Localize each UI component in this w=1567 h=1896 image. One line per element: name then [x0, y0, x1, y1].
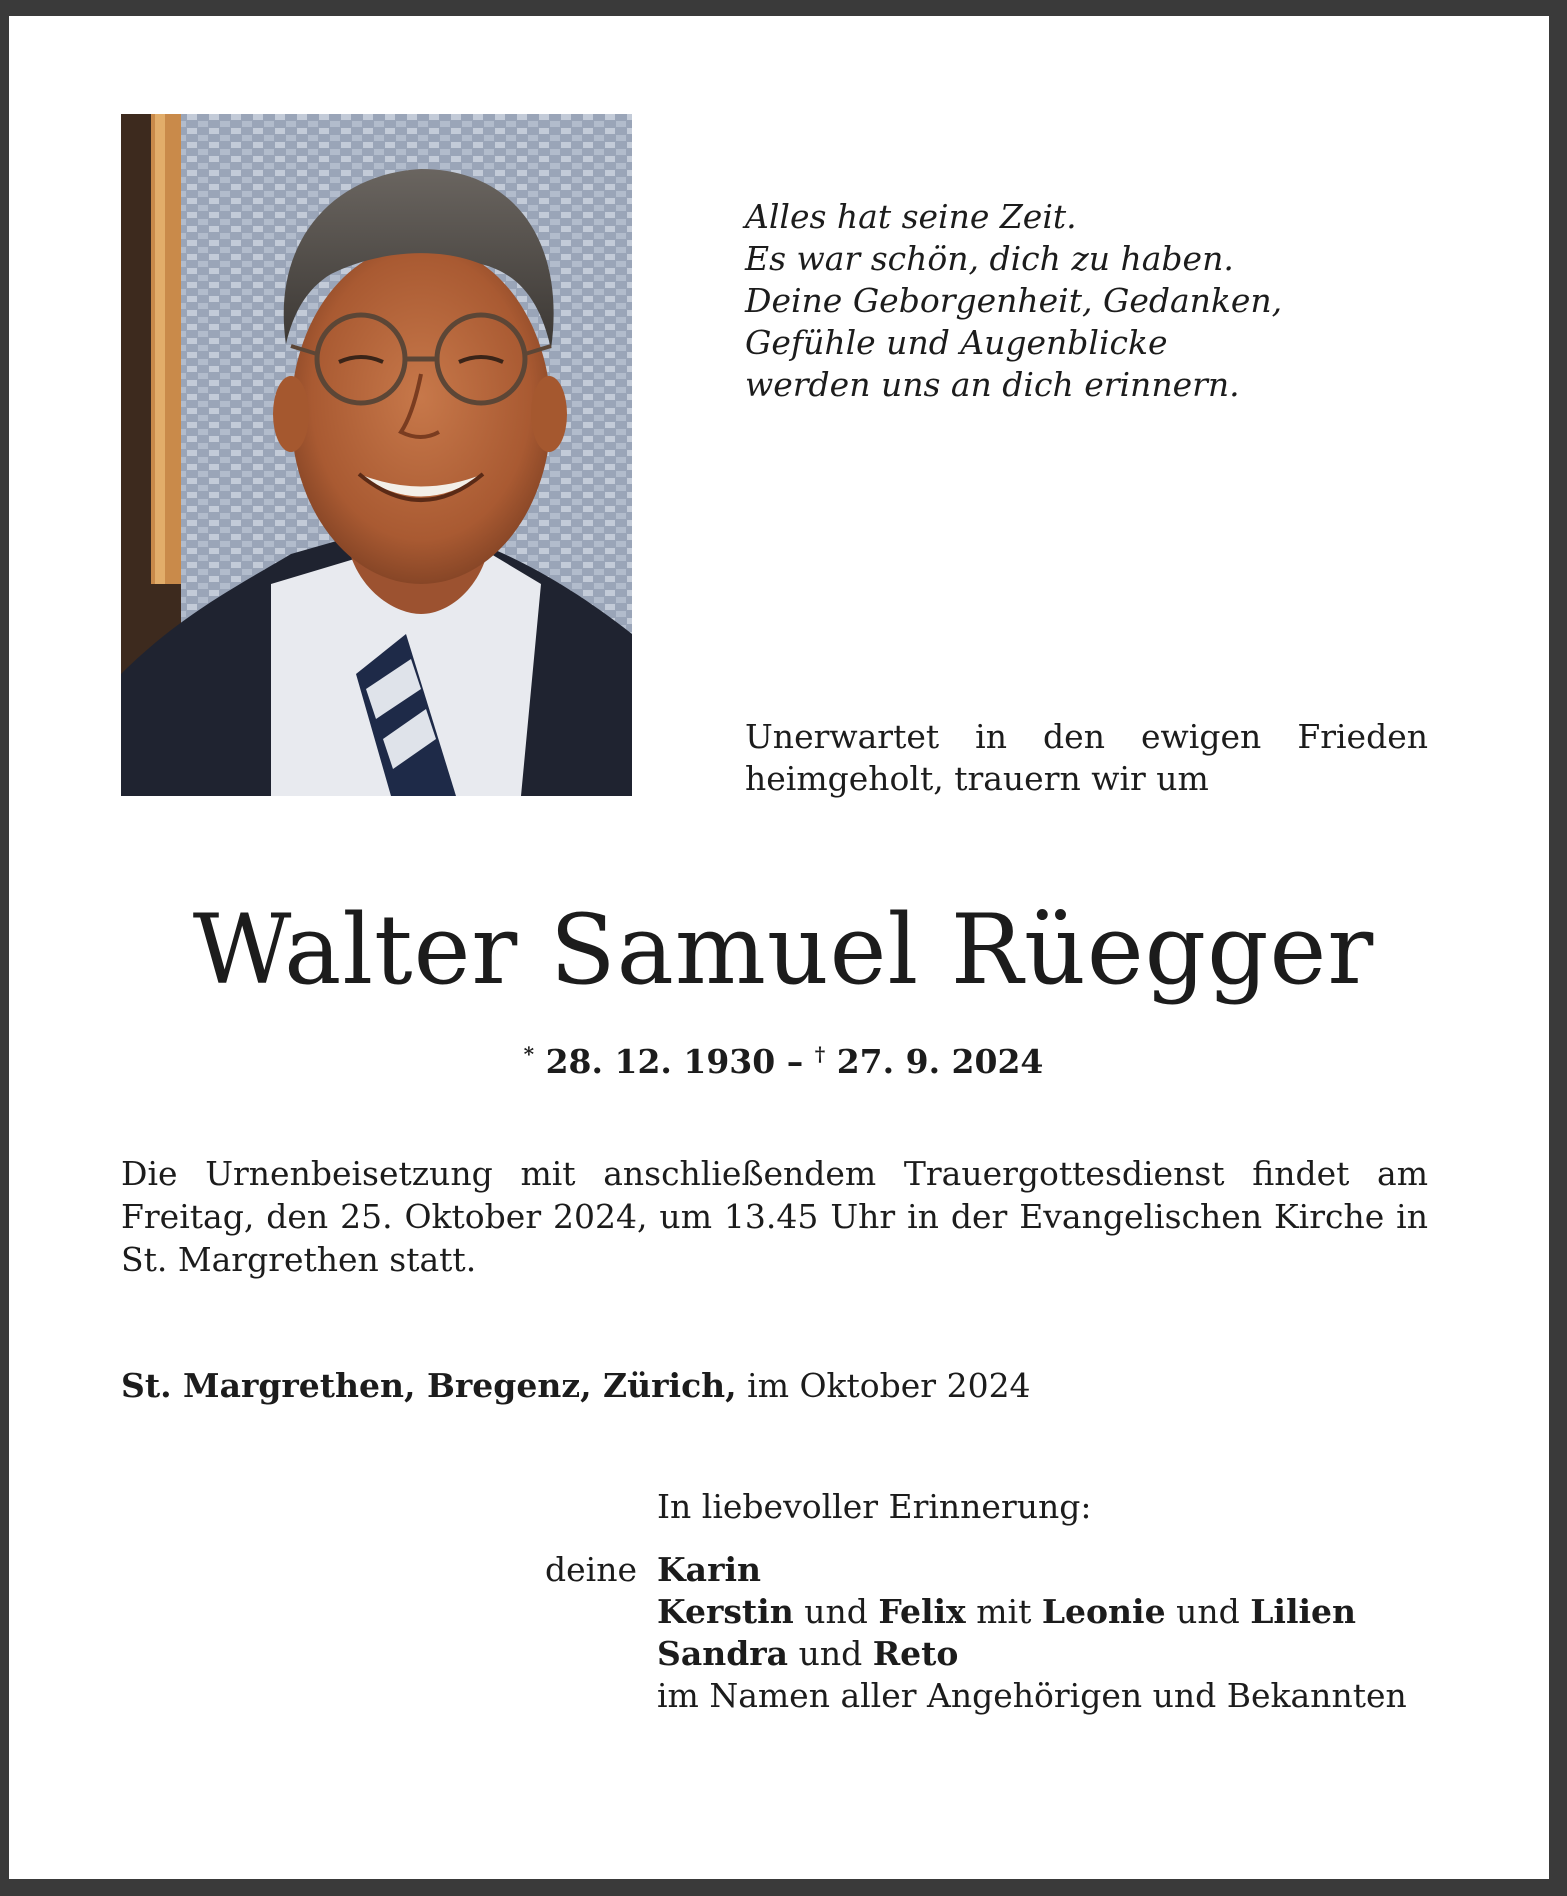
- mourners-list: [545, 1549, 1407, 1717]
- mourner-name: Reto: [872, 1634, 959, 1673]
- mourner-name: Lilien: [1250, 1592, 1357, 1631]
- death-symbol: †: [814, 1042, 826, 1066]
- mourner-name: Felix: [878, 1592, 966, 1631]
- intro-line: heimgeholt, trauern wir um: [745, 759, 1209, 798]
- mourners-closing: im Namen aller Angehörigen und Bekannten: [657, 1676, 1407, 1715]
- mourner-name: Karin: [657, 1550, 761, 1589]
- notice-date: im Oktober 2024: [747, 1366, 1031, 1405]
- quote-line: Deine Geborgenheit, Gedanken,: [745, 281, 1283, 320]
- conjunction: mit: [976, 1592, 1032, 1631]
- mourners-row: [545, 1591, 1407, 1633]
- mourner-name: Leonie: [1041, 1592, 1166, 1631]
- service-line: St. Margrethen statt.: [121, 1240, 477, 1279]
- funeral-service-notice: [121, 1152, 1428, 1281]
- place-and-date: [121, 1365, 1031, 1407]
- deceased-name: Walter Samuel Rüegger: [192, 894, 1375, 1006]
- quote-line: werden uns an dich erinnern.: [745, 365, 1240, 404]
- quote-line: Alles hat seine Zeit.: [745, 197, 1077, 236]
- intro-line: Unerwartet in den ewigen Frieden: [745, 717, 1428, 756]
- death-date: 27. 9. 2024: [836, 1042, 1044, 1081]
- birth-date: 28. 12. 1930: [545, 1042, 776, 1081]
- conjunction: und: [1176, 1592, 1240, 1631]
- mourner-name: Kerstin: [657, 1592, 794, 1631]
- mourning-intro: [745, 716, 1428, 800]
- date-separator: –: [786, 1042, 804, 1081]
- mourner-name: Sandra: [657, 1634, 789, 1673]
- service-line: Freitag, den 25. Oktober 2024, um 13.45 Uhr in der Evangelischen Kirche in: [121, 1197, 1428, 1236]
- service-line: Die Urnenbeisetzung mit anschließendem Trauergottesdienst findet am: [121, 1154, 1428, 1193]
- memorial-quote: [745, 196, 1365, 406]
- conjunction: und: [804, 1592, 868, 1631]
- quote-line: Gefühle und Augenblicke: [745, 323, 1168, 362]
- portrait-photo: [121, 114, 632, 796]
- mourners-row: [545, 1633, 1407, 1675]
- places: St. Margrethen, Bregenz, Zürich,: [121, 1366, 737, 1405]
- memory-heading: In liebevoller Erinnerung:: [657, 1487, 1092, 1526]
- life-dates: [0, 1033, 1567, 1083]
- quote-line: Es war schön, dich zu haben.: [745, 239, 1234, 278]
- birth-symbol: *: [523, 1042, 535, 1066]
- conjunction: und: [798, 1634, 863, 1673]
- mourners-prefix: deine: [545, 1550, 637, 1589]
- mourners-row: [545, 1549, 1407, 1591]
